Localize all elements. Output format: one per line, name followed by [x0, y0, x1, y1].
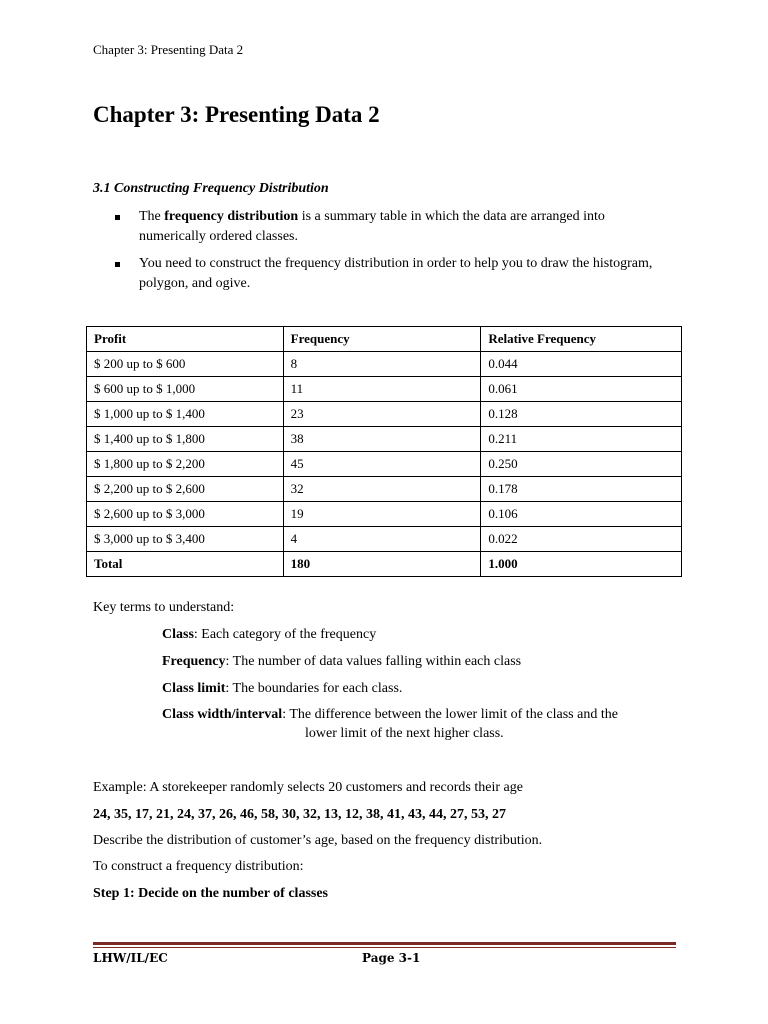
bullet-list	[112, 207, 672, 301]
table-cell: 1.000	[481, 552, 682, 577]
table-cell: 8	[283, 352, 481, 377]
bullet-square-icon	[115, 262, 120, 267]
table-cell: $ 1,000 up to $ 1,400	[87, 402, 284, 427]
key-term-class	[162, 627, 376, 643]
example-construct: To construct a frequency distribution:	[93, 859, 304, 874]
column-header: Relative Frequency	[481, 327, 682, 352]
table-cell: 180	[283, 552, 481, 577]
term-label: Frequency	[162, 654, 226, 669]
table-row	[87, 477, 682, 502]
key-terms-intro: Key terms to understand:	[93, 600, 235, 615]
footer-page-number: Page 3-1	[362, 951, 421, 965]
table-row	[87, 527, 682, 552]
table-cell: 0.022	[481, 527, 682, 552]
bullet1-pre: The	[139, 209, 165, 224]
term-label: Class limit	[162, 681, 226, 696]
table-cell: $ 2,200 up to $ 2,600	[87, 477, 284, 502]
table-cell: 0.211	[481, 427, 682, 452]
chapter-title: Chapter 3: Presenting Data 2	[93, 102, 380, 127]
table-row	[87, 502, 682, 527]
frequency-table	[86, 326, 682, 577]
table-cell: Total	[87, 552, 284, 577]
table-cell: $ 1,800 up to $ 2,200	[87, 452, 284, 477]
table-cell: 19	[283, 502, 481, 527]
table-cell: $ 200 up to $ 600	[87, 352, 284, 377]
table-header-row	[87, 327, 682, 352]
bullet1-bold-term: frequency distribution	[164, 209, 299, 224]
bullet-item	[112, 207, 672, 247]
footer-initials: LHW/IL/EC	[93, 951, 168, 965]
key-term-class-limit	[162, 681, 402, 697]
column-header: Frequency	[283, 327, 481, 352]
example-ages: 24, 35, 17, 21, 24, 37, 26, 46, 58, 30, 32, 13, 12, 38, 41, 43, 44, 27, 53, 27	[93, 807, 506, 822]
section-heading: 3.1 Constructing Frequency Distribution	[93, 181, 329, 196]
running-header: Chapter 3: Presenting Data 2	[93, 42, 244, 57]
bullet1-post: is a summary table in which the data are arranged into numerically ordered classes.	[139, 209, 605, 244]
table-cell: 11	[283, 377, 481, 402]
table-cell: 0.128	[481, 402, 682, 427]
footer-divider-thin	[93, 947, 676, 948]
term-definition: : The difference between the lower limit of the class and the	[282, 707, 618, 722]
column-header: Profit	[87, 327, 284, 352]
bullet-item	[112, 254, 672, 294]
term-label: Class width/interval	[162, 707, 283, 722]
footer-divider	[93, 942, 676, 945]
term-definition: : The number of data values falling within each class	[225, 654, 522, 669]
term-definition: : Each category of the frequency	[193, 627, 377, 642]
key-term-class-width	[162, 707, 618, 723]
table-total-row	[87, 552, 682, 577]
example-describe: Describe the distribution of customer’s age, based on the frequency distribution.	[93, 833, 543, 848]
table-cell: $ 2,600 up to $ 3,000	[87, 502, 284, 527]
table-row	[87, 377, 682, 402]
table-cell: 38	[283, 427, 481, 452]
table-cell: $ 3,000 up to $ 3,400	[87, 527, 284, 552]
key-term-class-width-continued: lower limit of the next higher class.	[305, 726, 504, 741]
table-cell: 0.250	[481, 452, 682, 477]
table-cell: 0.178	[481, 477, 682, 502]
example-intro: Example: A storekeeper randomly selects 20 customers and records their age	[93, 780, 523, 795]
table-cell: 0.061	[481, 377, 682, 402]
bullet-square-icon	[115, 215, 120, 220]
table-cell: 23	[283, 402, 481, 427]
term-label: Class	[162, 627, 194, 642]
table-row	[87, 352, 682, 377]
table-cell: 45	[283, 452, 481, 477]
table-row	[87, 427, 682, 452]
table-cell: 0.106	[481, 502, 682, 527]
step1-heading: Step 1: Decide on the number of classes	[93, 886, 329, 901]
table-cell: $ 600 up to $ 1,000	[87, 377, 284, 402]
table-cell: 4	[283, 527, 481, 552]
bullet2-text: You need to construct the frequency distribution in order to help you to draw the histogram, polygon, and ogive.	[139, 256, 653, 291]
table-cell: 32	[283, 477, 481, 502]
term-definition: : The boundaries for each class.	[225, 681, 403, 696]
table-row	[87, 452, 682, 477]
table-row	[87, 402, 682, 427]
table-cell: $ 1,400 up to $ 1,800	[87, 427, 284, 452]
table-cell: 0.044	[481, 352, 682, 377]
key-term-frequency	[162, 654, 521, 670]
